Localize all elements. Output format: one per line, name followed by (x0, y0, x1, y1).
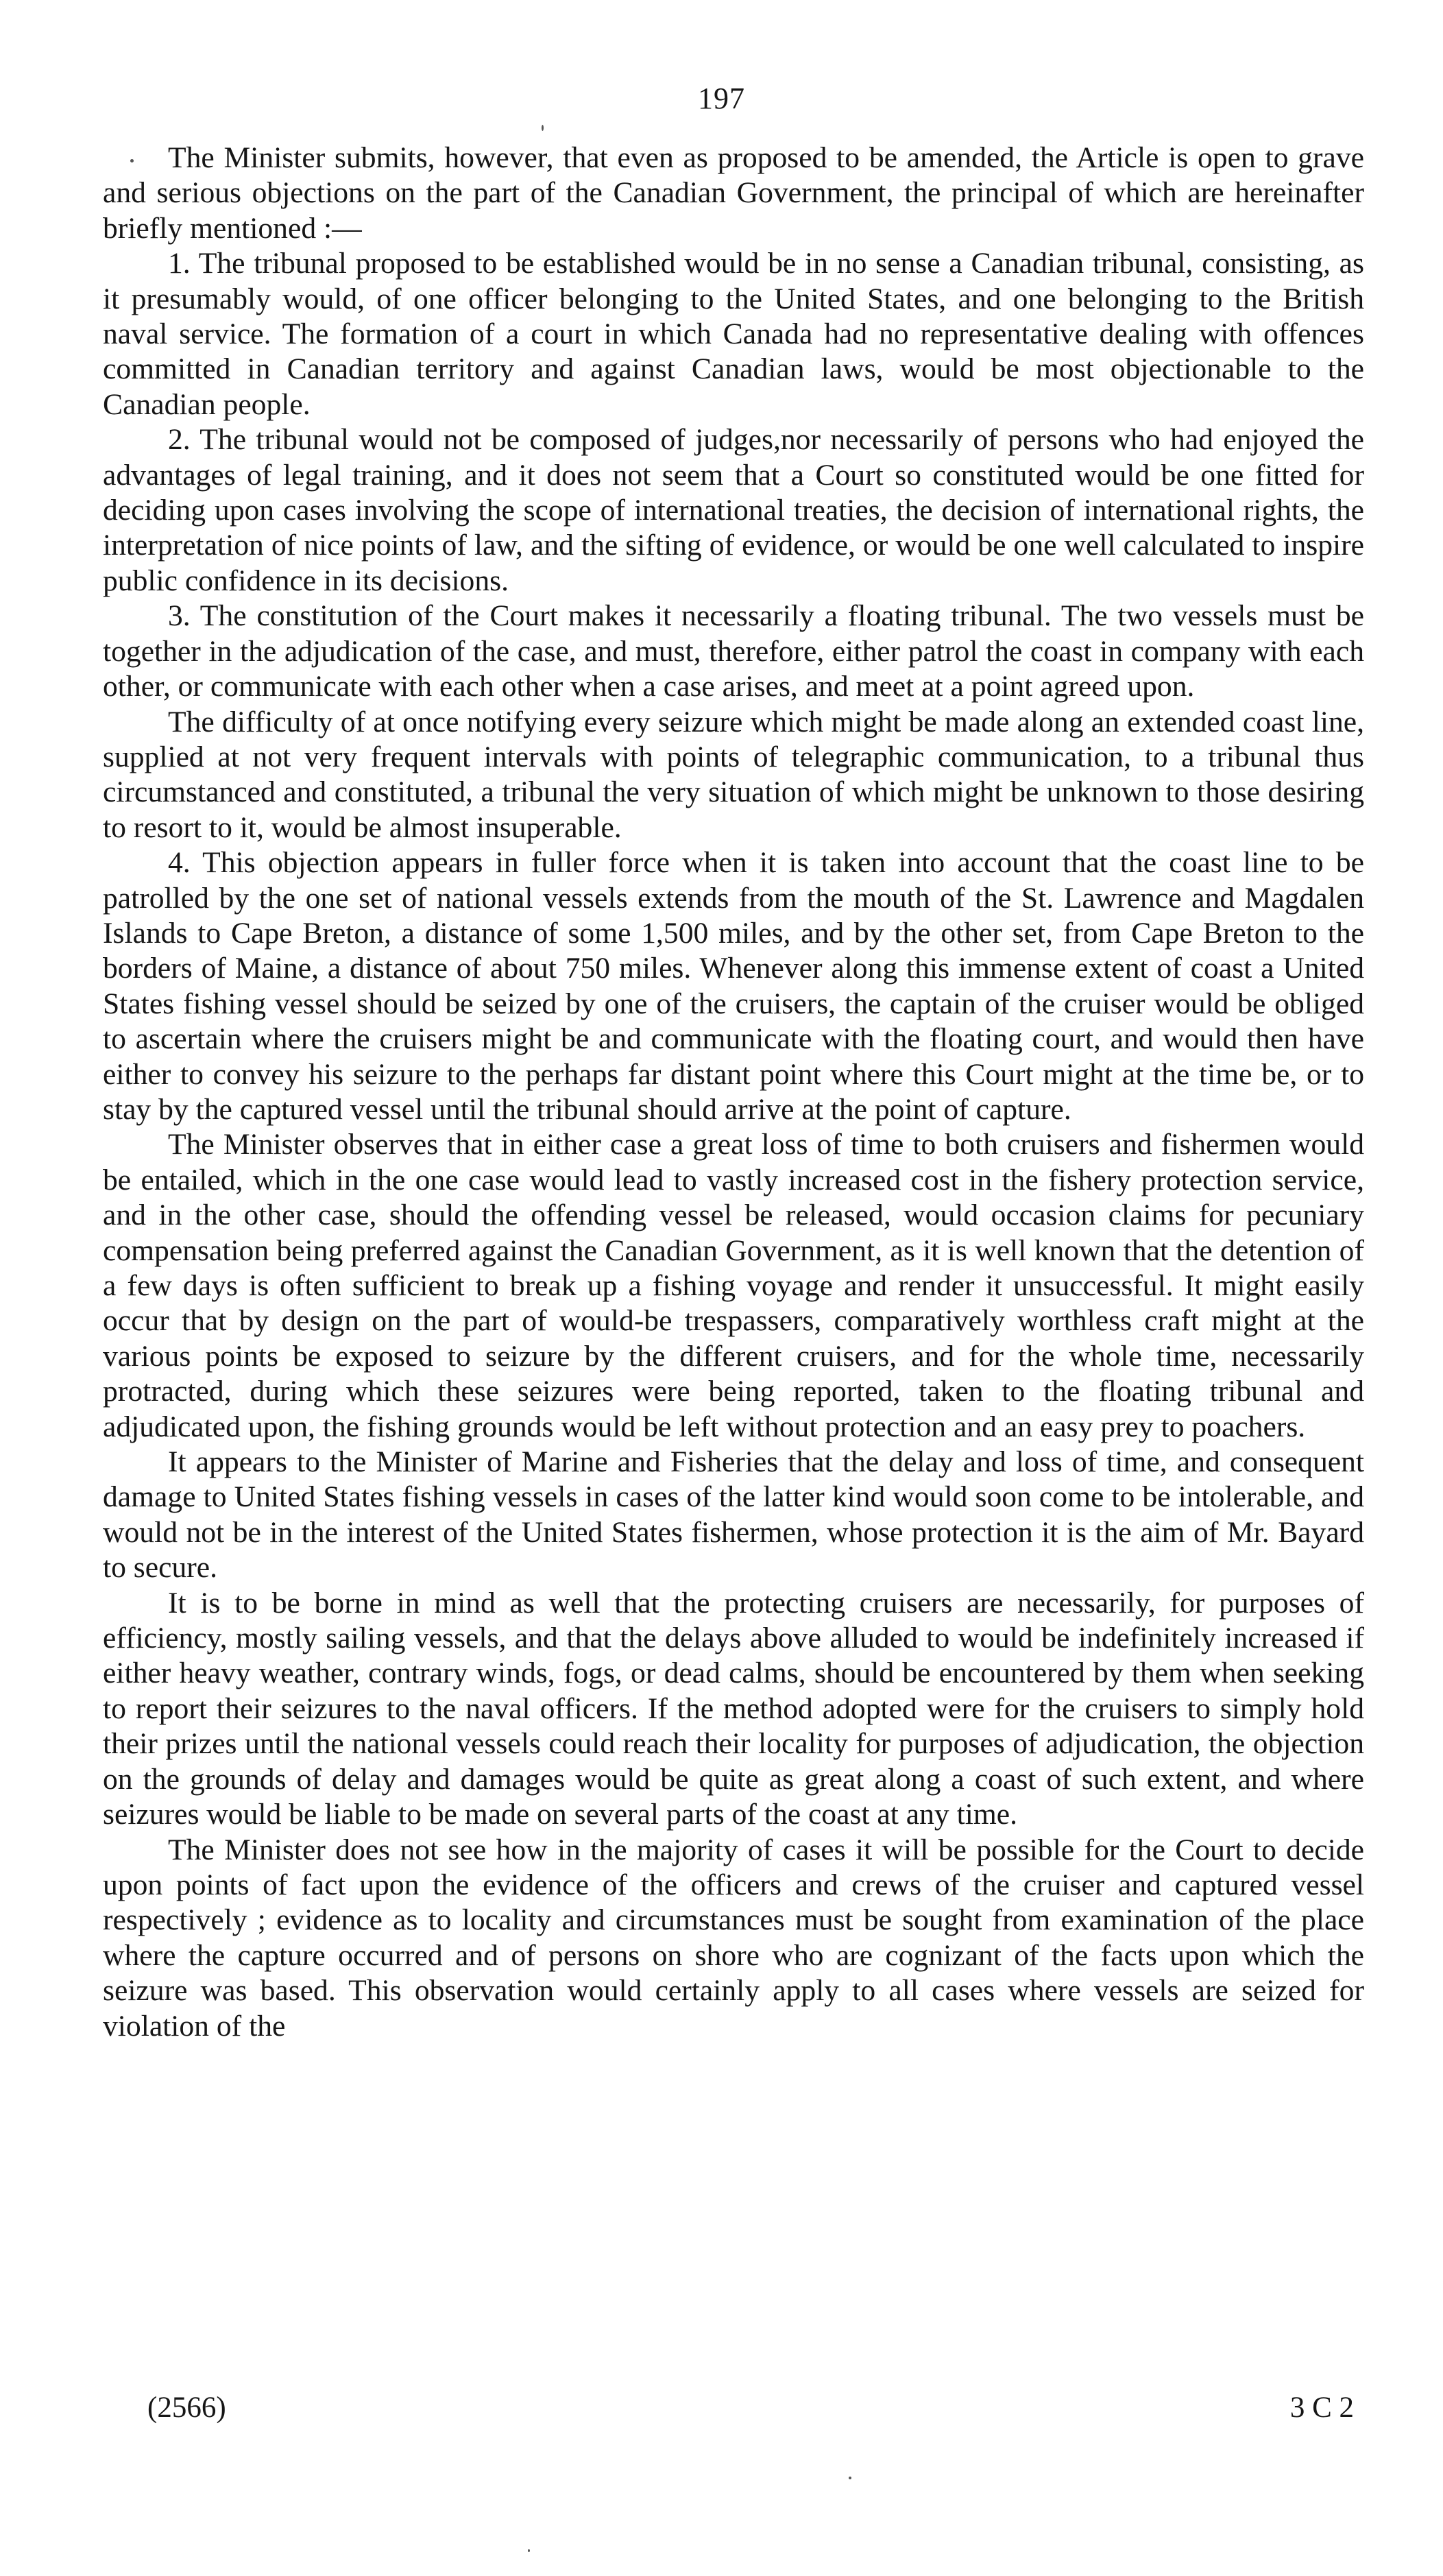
paragraph-intro: The Minister submits, however, that even as proposed to be amended, the Article is open to grave and serious objections on the part of the Canadian Government, the principal of which are hereinafter briefly mentioned :— (103, 141, 1364, 245)
paragraph-notification-difficulty: The difficulty of at once notifying every seizure which might be made along an extended coast line, supplied at not very frequent intervals with points of telegraphic communication, to a tribunal thus circumstanced and constituted, a tribunal the very situation of which might be unknown to those desiring to resort to it, would be almost insuperable. (103, 705, 1364, 844)
paragraph-sailing-vessels: It is to be borne in mind as well that the protecting cruisers are necessarily, for purposes of efficiency, mostly sailing vessels, and that the delays above alluded to would be indefinitely increased if either heavy weather, contrary winds, fogs, or dead calms, should be encountered by them when seeking to report their seizures to the naval officers. If the method adopted were for the cruisers to simply hold their prizes until the national vessels could reach their locality for purposes of adjudication, the objection on the grounds of delay and damages would be quite as great along a coast of such extent, and where seizures would be liable to be made on several parts of the coast at any time. (103, 1586, 1364, 1831)
page-footer (147, 2391, 1354, 2424)
paragraph-objection-2: 2. The tribunal would not be composed of judges,nor necessarily of persons who had enjoyed the advantages of legal training, and it does not seem that a Court so constituted would be one fitted for deciding upon cases involving the scope of international treaties, the decision of international rights, the interpretation of nice points of law, and the sifting of evidence, or would be one well calculated to inspire public confidence in its decisions. (103, 423, 1364, 597)
stray-ink-mark (130, 159, 134, 162)
paragraph-objection-1: 1. The tribunal proposed to be established would be in no sense a Canadian tribunal, consisting, as it presumably would, of one officer belonging to the United States, and one belonging to the British naval service. The formation of a court in which Canada had no representative dealing with offences committed in Canadian territory and against Canadian laws, would be most objectionable to the Canadian people. (103, 247, 1364, 421)
stray-ink-mark (542, 125, 544, 131)
paragraph-loss-of-time: The Minister observes that in either case a great loss of time to both cruisers and fishermen would be entailed, which in the one case would lead to vastly increased cost in the fishery protection service, and in the other case, should the offending vessel be released, would occasion claims for pecuniary compensation being preferred against the Canadian Government, as it is well known that the detention of a few days is often sufficient to break up a fishing voyage and render it unsuccessful. It might easily occur that by design on the part of would-be trespassers, comparatively worthless craft might at the various points be exposed to seizure by the different cruisers, and for the whole time, necessarily protracted, during which these seizures were being reported, taken to the floating tribunal and adjudicated upon, the fishing grounds would be left without protection and an easy prey to poachers. (103, 1128, 1364, 1443)
paragraph-marine-fisheries: It appears to the Minister of Marine and Fisheries that the delay and loss of time, and consequent damage to United States fishing vessels in cases of the latter kind would soon come to be intolerable, and would not be in the interest of the United States fishermen, whose protection it is the aim of Mr. Bayard to secure. (103, 1445, 1364, 1585)
document-body (103, 141, 1364, 2044)
signature-mark: 3 C 2 (1289, 2392, 1354, 2424)
paragraph-objection-3: 3. The constitution of the Court makes it necessarily a floating tribunal. The two vessels must be together in the adjudication of the case, and must, therefore, either patrol the coast in company with each other, or communicate with each other when a case arises, and meet at a point agreed upon. (103, 599, 1364, 703)
page-number: 197 (698, 82, 745, 115)
stray-ink-mark (849, 2477, 851, 2479)
paragraph-evidence: The Minister does not see how in the majority of cases it will be possible for the Court to decide upon points of fact upon the evidence of the officers and crews of the cruiser and captured vessel respectively ; evidence as to locality and circumstances must be sought from examination of the place where the capture occurred and of persons on shore who are cognizant of the facts upon which the seizure was based. This observation would certainly apply to all cases where vessels are seized for violation of the (103, 1833, 1364, 2043)
print-code: (2566) (147, 2392, 226, 2424)
paragraph-objection-4: 4. This objection appears in fuller force when it is taken into account that the coast line to be patrolled by the one set of national vessels extends from the mouth of the St. Lawrence and Magdalen Islands to Cape Breton, a distance of some 1,500 miles, and by the other set, from Cape Breton to the borders of Maine, a distance of about 750 miles. Whenever along this immense extent of coast a United States fishing vessel should be seized by one of the cruisers, the captain of the cruiser would be obliged to ascertain where the cruisers might be and communicate with the floating court, and would then have either to convey his seizure to the perhaps far distant point where this Court might at the time be, or to stay by the captured vessel until the tribunal should arrive at the point of capture. (103, 846, 1364, 1126)
stray-ink-mark (528, 2549, 530, 2552)
